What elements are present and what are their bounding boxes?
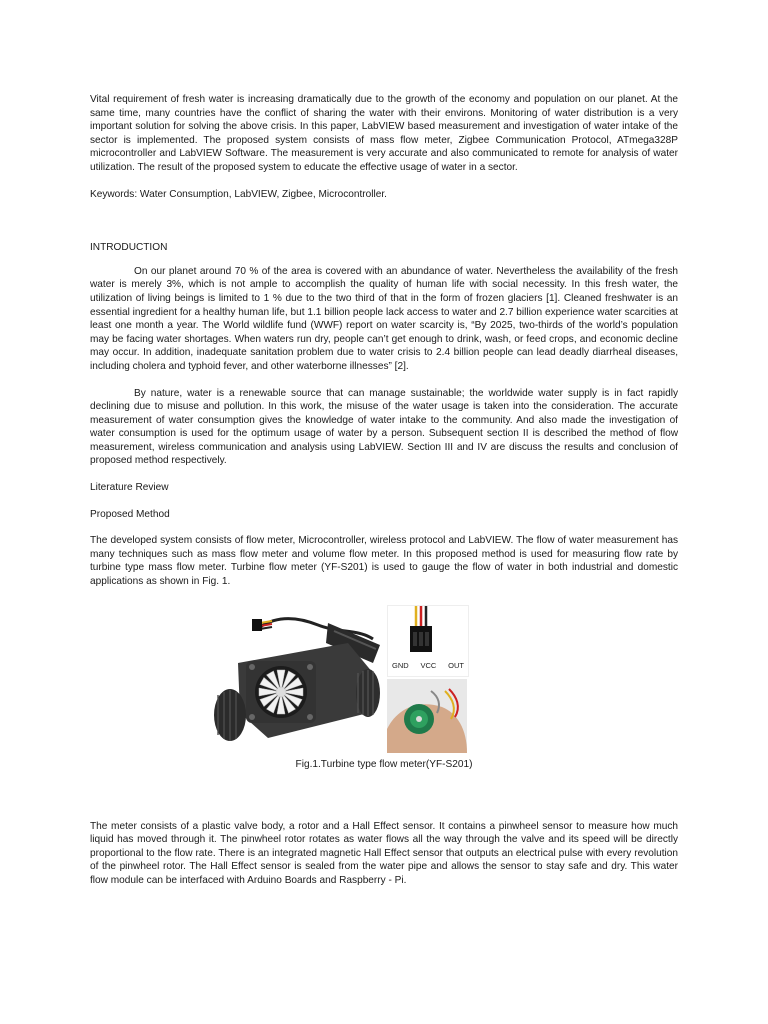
figure-caption: Fig.1.Turbine type flow meter(YF-S201) [295, 758, 473, 770]
introduction-heading: INTRODUCTION [90, 242, 168, 254]
paper-page [90, 93, 678, 888]
flow-meter-illustration [208, 603, 384, 753]
rotor-hand-illustration [387, 679, 467, 753]
pin-label-vcc: VCC [420, 660, 437, 670]
figure-1 [90, 603, 678, 783]
flow-meter-photo [208, 603, 384, 753]
proposed-method-heading: Proposed Method [90, 508, 170, 520]
rotor-in-hand-photo [387, 679, 467, 753]
connector-detail-photo [387, 605, 469, 677]
pin-labels [392, 661, 464, 670]
meter-description-paragraph: The meter consists of a plastic valve body, a rotor and a Hall Effect sensor. It contains a pinwheel sensor to measure how much liquid has moved through it. The pinwheel rotor rotates as water flows all the way through the valve and its speed will be directly proportional to the flow rate. There is an integrated magnetic Hall Effect sensor that outputs an electrical pulse with every revolution of the pinwheel rotor. The Hall Effect sensor is sealed from the water pipe and allows the sensor to stay safe and dry. This water flow module can be interfaced with Arduino Boards and Raspberry - Pi. [90, 820, 678, 886]
keywords-line: Keywords: Water Consumption, LabVIEW, Zigbee, Microcontroller. [90, 188, 387, 200]
introduction-paragraph-2: By nature, water is a renewable source that can manage sustainable; the worldwide water supply is in fact rapidly declining due to misuse and pollution. In this work, the misuse of the water usage is taken into the consideration. The accurate measurement of water consumption gives the knowledge of water intake to the community. And also made the investigation of water consumption is used for the optimum usage of water by a person. Subsequent section II is described the method of flow measurement, wireless communication and analysis using LabVIEW. Section III and IV are discuss the results and conclusion of proposed method respectively. [90, 387, 678, 467]
introduction-paragraph-1: On our planet around 70 % of the area is covered with an abundance of water. Nevertheless the availability of the fresh water is merely 3%, which is not ample to accomplish the quality of human life with social necessity. In this fresh water, the utilization of living beings is limited to 1 % due to the two third of that in the form of frozen glaciers [1]. Cleaned freshwater is an essential ingredient for a healthy human life, but 1.1 billion people lack access to water and 2.7 billion experience water scarcities at least one month a year. The World wildlife fund (WWF) report on water scarcity is, “By 2025, two-thirds of the world’s population may be facing water shortages. When waters run dry, people can’t get enough to drink, wash, or feed crops, and economic decline may occur. In addition, inadequate sanitation problem due to water crisis to 2.4 billion people can lead deadly diarrheal diseases, including cholera and typhoid fever, and other waterborne illnesses” [2]. [90, 265, 678, 372]
pin-label-out: OUT [448, 660, 464, 670]
proposed-method-paragraph: The developed system consists of flow meter, Microcontroller, wireless protocol and LabVIEW. The flow of water measurement has many techniques such as mass flow meter and volume flow meter. In this proposed method is used for measuring flow rate by turbine type mass flow meter. Turbine flow meter (YF-S201) is used to gauge the flow of water in both industrial and domestic applications as shown in Fig. 1. [90, 535, 678, 588]
pin-label-gnd: GND [392, 660, 409, 670]
literature-review-heading: Literature Review [90, 482, 169, 494]
abstract-paragraph: Vital requirement of fresh water is increasing dramatically due to the growth of the economy and population on our planet. At the same time, many countries have the conflict of sharing the water with their environs. Monitoring of water distribution is a very important solution for solving the above crisis. In this paper, LabVIEW based measurement and investigation of water intake of the sector is implemented. The proposed system consists of mass flow meter, Zigbee Communication Protocol, ATmega328P microcontroller and LabVIEW Software. The measurement is very accurate and also communicated to remote for analysis of water utilization. The result of the proposed system to educate the effective usage of water in a sector. [90, 94, 678, 173]
